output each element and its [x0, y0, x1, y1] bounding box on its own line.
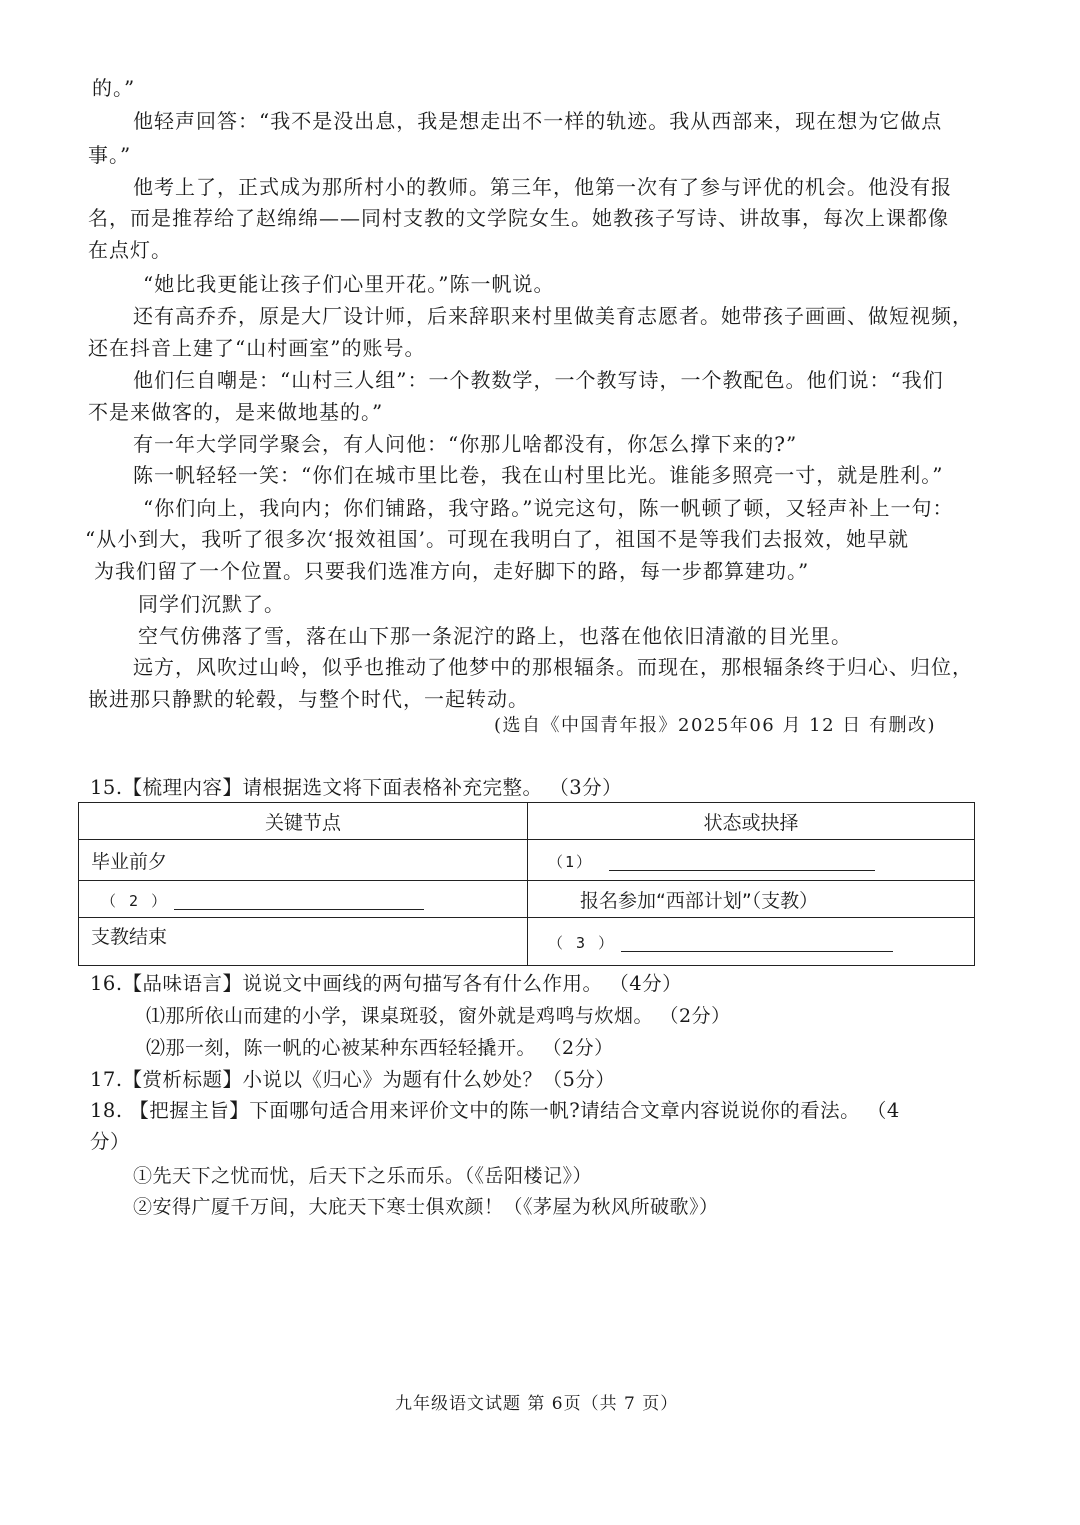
passage-line-13: 陈一帆轻轻一笑：“你们在城市里比卷，我在山村里比光。谁能多照亮一寸，就是胜利。”	[133, 463, 944, 487]
blank-label-3: （ 3 ）	[548, 934, 616, 952]
passage-line-5: 名，而是推荐给了赵绵绵——同村支教的文学院女生。她教孩子写诗、讲故事，每次上课都像	[88, 206, 949, 230]
row2-answer-cell[interactable]	[79, 881, 528, 918]
table-header-row	[79, 803, 975, 840]
passage-line-11: 不是来做客的，是来做地基的。”	[88, 400, 384, 424]
passage-line-18: 空气仿佛落了雪，落在山下那一条泥泞的路上，也落在他依旧清澈的目光里。	[138, 624, 852, 648]
passage-line-20: 嵌进那只静默的轮毂，与整个时代，一起转动。	[88, 687, 529, 711]
passage-line-17: 同学们沉默了。	[138, 592, 285, 616]
row1-answer-cell[interactable]	[528, 840, 975, 881]
header-state-choice: 状态或抉择	[528, 803, 975, 840]
question-16-title: 16.【品味语言】说说文中画线的两句描写各有什么作用。 （4分）	[90, 972, 683, 995]
row2-state-text: 报名参加“西部计划”（支教）	[580, 889, 819, 912]
row3-node-text: 支教结束	[91, 926, 168, 948]
table-row	[79, 881, 975, 918]
answer-table	[78, 802, 975, 966]
passage-line-15: “从小到大，我听了很多次‘报效祖国’。可现在我明白了，祖国不是等我们去报效，她早就	[85, 527, 909, 551]
row1-node	[79, 840, 528, 881]
passage-line-12: 有一年大学同学聚会，有人问他：“你那儿啥都没有，你怎么撑下来的?”	[133, 432, 798, 456]
passage-line-9: 还在抖音上建了“山村画室”的账号。	[88, 336, 426, 360]
passage-line-19: 远方，风吹过山岭，似乎也推动了他梦中的那根辐条。而现在，那根辐条终于归心、归位，	[133, 655, 973, 679]
passage-source: (选自《中国青年报》2025年06 月 12 日 有删改)	[494, 715, 937, 736]
question-16-sentence-2: ⑵那一刻，陈一帆的心被某种东西轻轻撬开。 （2分）	[146, 1037, 614, 1059]
answer-blank-1[interactable]	[609, 852, 875, 871]
question-18-option-2: ②安得广厦千万间，大庇天下寒士俱欢颜！（《茅屋为秋风所破歌》）	[133, 1196, 719, 1218]
passage-line-1: 的。”	[92, 76, 136, 100]
table-row	[79, 840, 975, 881]
passage-line-7: “她比我更能让孩子们心里开花。”陈一帆说。	[143, 272, 555, 296]
question-16-sentence-1: ⑴那所依山而建的小学，课桌斑驳，窗外就是鸡鸣与炊烟。 （2分）	[146, 1005, 731, 1027]
page-footer: 九年级语文试题 第 6页（共 7 页）	[395, 1394, 679, 1414]
passage-line-2: 他轻声回答：“我不是没出息，我是想走出不一样的轨迹。我从西部来，现在想为它做点	[133, 109, 943, 133]
blank-label-1: （1）	[548, 852, 594, 871]
question-17-title: 17.【赏析标题】小说以《归心》为题有什么妙处？（5分）	[90, 1068, 616, 1091]
row3-node	[79, 918, 528, 966]
passage-line-16: 为我们留了一个位置。只要我们选准方向，走好脚下的路，每一步都算建功。”	[94, 559, 810, 583]
question-18-title: 18. 【把握主旨】下面哪句适合用来评价文中的陈一帆?请结合文章内容说说你的看法。 （4	[90, 1099, 900, 1122]
answer-blank-2[interactable]	[174, 891, 424, 910]
row1-node-text: 毕业前夕	[91, 850, 168, 873]
passage-line-4: 他考上了，正式成为那所村小的教师。第三年，他第一次有了参与评优的机会。他没有报	[133, 175, 952, 199]
row2-state	[528, 881, 975, 918]
question-18-option-1: ①先天下之忧而忧，后天下之乐而乐。（《岳阳楼记》）	[133, 1165, 593, 1187]
question-18-title-continued: 分）	[90, 1130, 131, 1153]
table-row	[79, 918, 975, 966]
passage-line-10: 他们仨自嘲是：“山村三人组”：一个教数学，一个教写诗，一个教配色。他们说：“我们	[133, 368, 944, 392]
passage-line-14: “你们向上，我向内；你们铺路，我守路。”说完这句，陈一帆顿了顿，又轻声补上一句：	[143, 496, 954, 520]
header-key-node: 关键节点	[79, 803, 528, 840]
row3-answer-cell[interactable]	[528, 918, 975, 966]
passage-line-8: 还有高乔乔，原是大厂设计师，后来辞职来村里做美育志愿者。她带孩子画画、做短视频，	[133, 304, 973, 328]
passage-line-3: 事。”	[88, 143, 132, 167]
blank-label-2: （ 2 ）	[101, 891, 169, 910]
passage-line-6: 在点灯。	[88, 238, 172, 262]
question-15-title: 15.【梳理内容】请根据选文将下面表格补充完整。 （3分）	[90, 776, 623, 799]
answer-blank-3[interactable]	[621, 933, 893, 952]
